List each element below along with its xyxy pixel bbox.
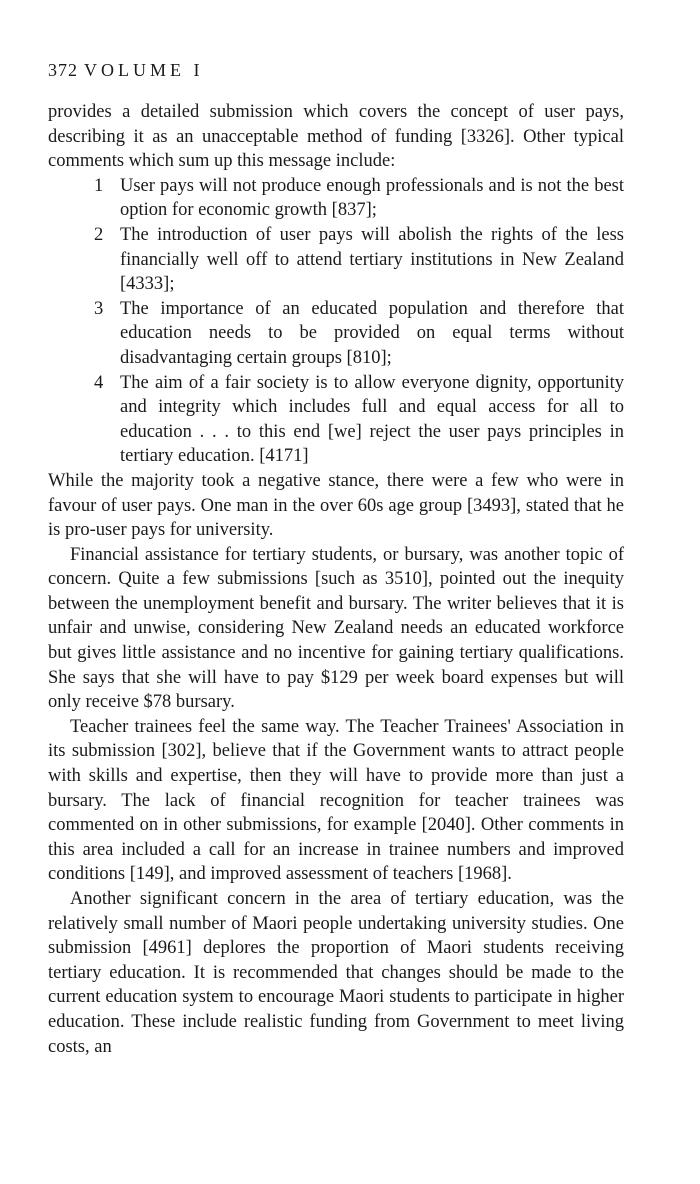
quote-text: User pays will not produce enough professionals and is not the best option for economic growth [837]; <box>120 175 624 221</box>
quote-number: 3 <box>94 298 104 319</box>
quote-item-3 <box>94 297 624 371</box>
quote-item-4 <box>94 371 624 469</box>
quote-number: 4 <box>94 372 104 393</box>
document-page <box>48 58 624 1059</box>
paragraph-2: While the majority took a negative stance, there were a few who were in favour of user pays. One man in the over 60s age group [3493], stated that he is pro-user pays for university. <box>48 470 624 541</box>
paragraph-4: Teacher trainees feel the same way. The Teacher Trainees' Association in its submission [302], believe that if the Government wants to attract people with skills and expertise, then they will have to provide more than just a bursary. The lack of financial recognition for teacher trainees was commented on in other submissions, for example [2040]. Other comments in this area included a call for an increase in trainee numbers and improved conditions [149], and improved assessment of teachers [1968]. <box>48 716 624 885</box>
paragraph-3: Financial assistance for tertiary students, or bursary, was another topic of concern. Quite a few submissions [such as 3510], pointed out the inequity between the unemployment benefit and bursary. The writer believes that it is unfair and unwise, considering New Zealand needs an educated workforce but gives little assistance and no incentive for gaining tertiary qualifications. She says that she will have to pay $129 per week board expenses but will only receive $78 bursary. <box>48 544 624 713</box>
quote-number: 1 <box>94 175 104 196</box>
volume-label: VOLUME I <box>84 60 204 80</box>
quote-text: The importance of an educated population and therefore that education needs to be provided on equal terms without disadvantaging certain groups [810]; <box>120 298 624 368</box>
quote-number: 2 <box>94 224 104 245</box>
quote-text: The aim of a fair society is to allow everyone dignity, opportunity and integrity which includes full and equal access for all to education . . . to this end [we] reject the user pays principles in tertiary education. [4171] <box>120 372 624 467</box>
quote-list <box>48 174 624 469</box>
quote-text: The introduction of user pays will abolish the rights of the less financially well off to attend tertiary institutions in New Zealand [4333]; <box>120 224 624 295</box>
quote-item-1 <box>94 174 624 223</box>
quote-item-2 <box>94 223 624 297</box>
paragraph-5: Another significant concern in the area of tertiary education, was the relatively small number of Maori people undertaking university studies. One submission [4961] deplores the proportion of Maori students receiving tertiary education. It is recommended that changes should be made to the current education system to encourage Maori students to participate in higher education. These include realistic funding from Government to meet living costs, an <box>48 889 624 1057</box>
running-head <box>48 58 624 82</box>
page-number: 372 <box>48 60 78 80</box>
paragraph-1: provides a detailed submission which covers the concept of user pays, describing it as an unacceptable method of funding [3326]. Other typical comments which sum up this message include: <box>48 102 624 172</box>
